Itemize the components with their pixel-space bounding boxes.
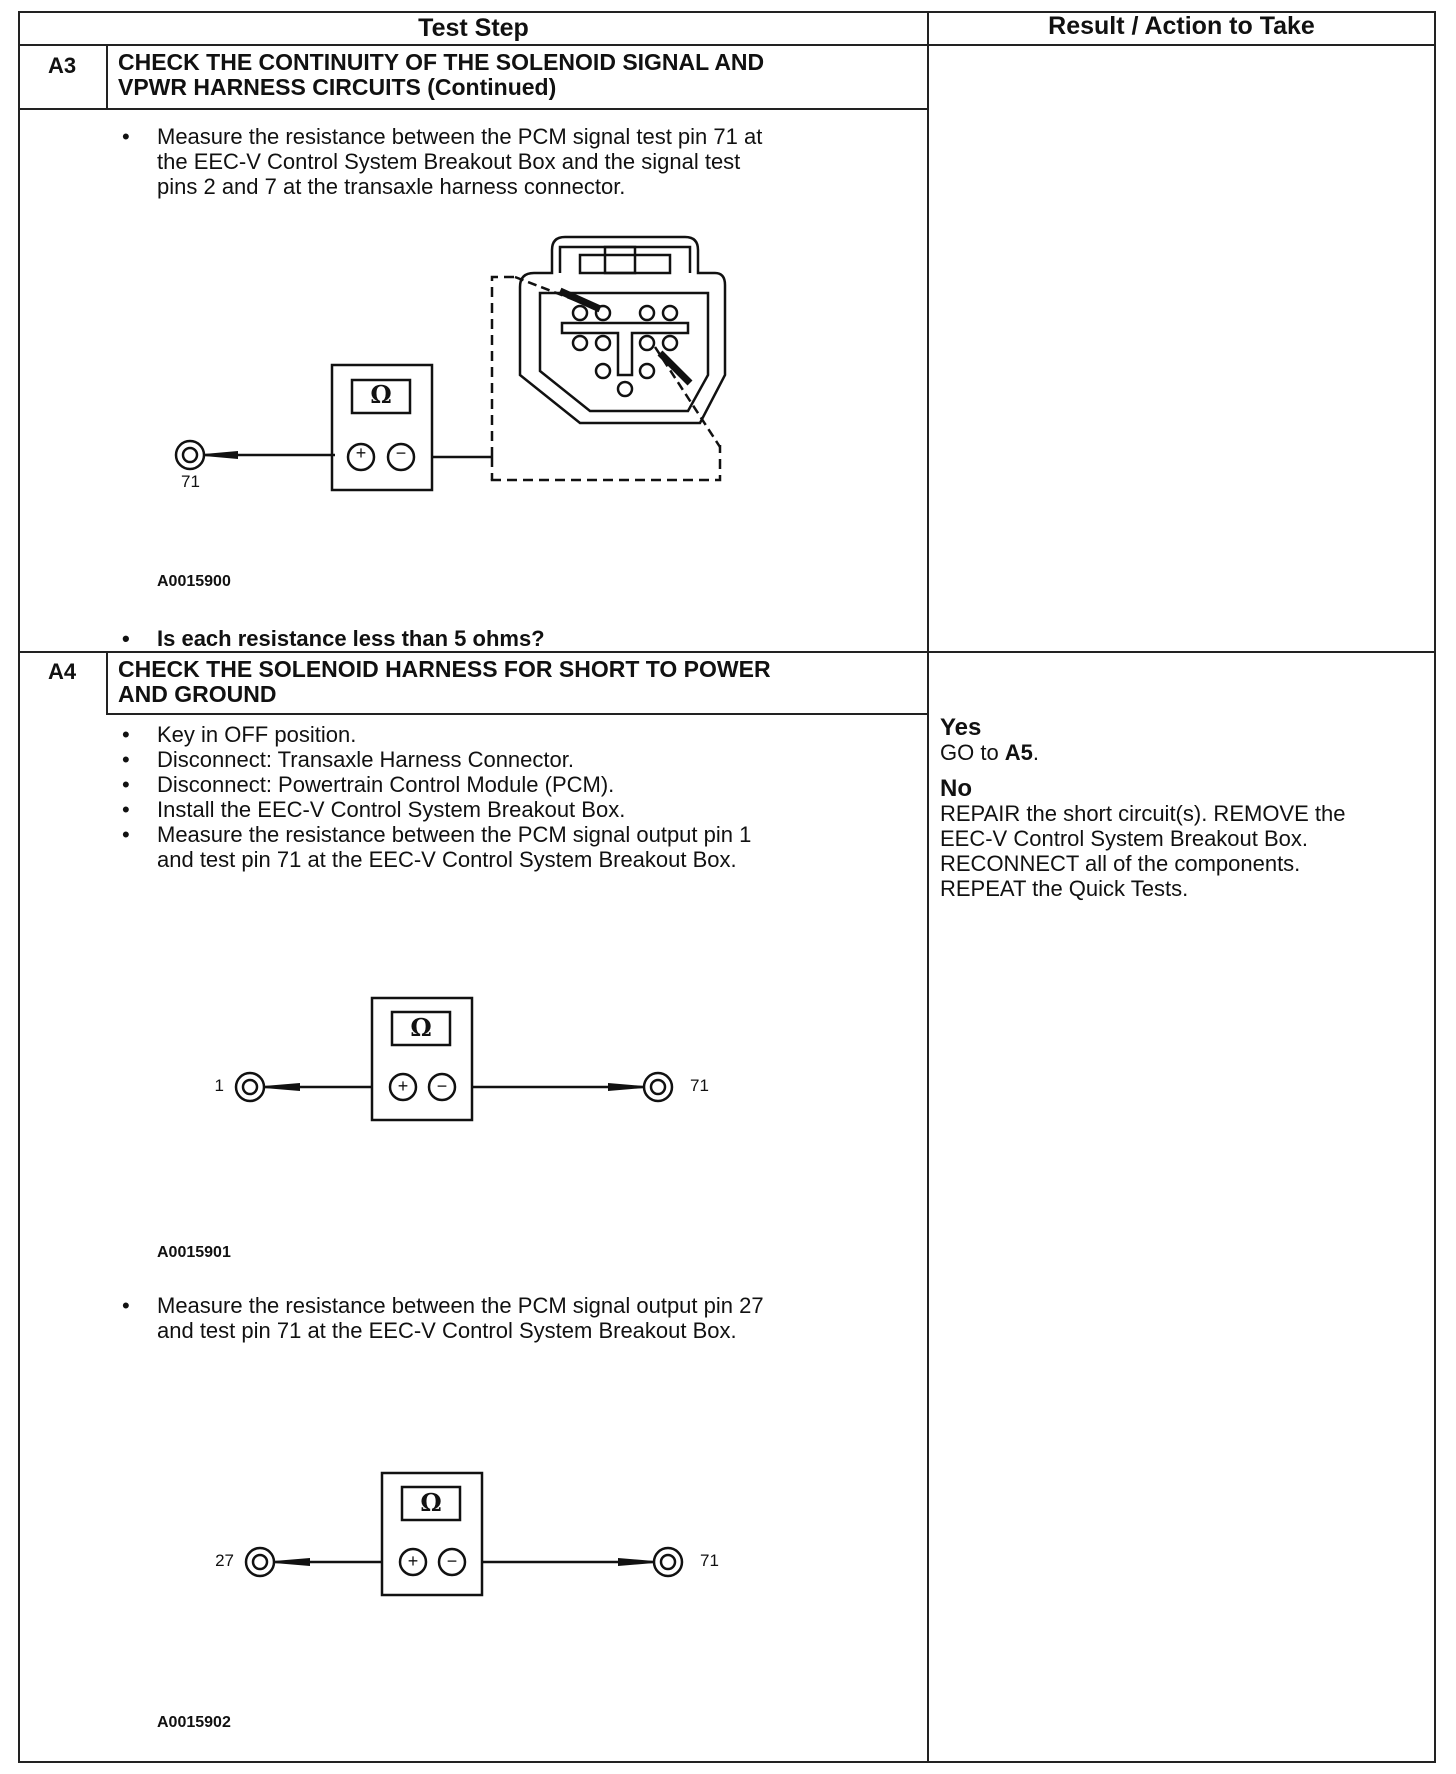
a3-meter-minus: − <box>395 443 407 463</box>
figure-id-a0015902: A0015902 <box>157 1714 231 1731</box>
header-divider <box>18 44 1436 46</box>
header-result-action: Result / Action to Take <box>1048 12 1315 40</box>
a4-fig1-meter-minus: − <box>436 1076 448 1096</box>
a4-fig2-meter-omega: Ω <box>420 1488 442 1517</box>
a4-fig1-left-pin-label: 1 <box>214 1076 224 1095</box>
step-id-a4: A4 <box>48 659 77 684</box>
step-a3-title: CHECK THE CONTINUITY OF THE SOLENOID SIGNAL AND VPWR HARNESS CIRCUITS (Continued) <box>118 49 765 100</box>
a4-fig2-meter-minus: − <box>446 1551 458 1571</box>
a4-result-no: No REPAIR the short circuit(s). REMOVE the EEC-V Control System Breakout Box. RECONNECT all of the components. REPEAT the Quick Tests. <box>940 775 1346 901</box>
table-border-bottom <box>18 1761 1436 1763</box>
figure-id-a0015901: A0015901 <box>157 1244 231 1261</box>
table-border-left <box>18 11 20 1763</box>
a4-fig2-right-pin-label: 71 <box>700 1551 719 1570</box>
figure-a0015901-diagram <box>220 995 700 1125</box>
a4-fig1-right-pin-label: 71 <box>690 1076 709 1095</box>
figure-id-a0015900: A0015900 <box>157 573 231 590</box>
a3-bullet-measure: • Measure the resistance between the PCM signal test pin 71 at the EEC-V Control System Breakout Box and the signal test pins 2 and 7 at the transaxle harness connector. <box>122 124 763 199</box>
a3-meter-plus: + <box>355 443 367 463</box>
a4-bullet-measure-27: • Measure the resistance between the PCM signal output pin 27 and test pin 71 at the EEC-V Control System Breakout Box. <box>122 1293 764 1343</box>
figure-a0015902-diagram <box>230 1470 710 1600</box>
column-divider <box>927 11 929 1763</box>
a3-a4-separator <box>18 651 1436 653</box>
a4-fig2-meter-plus: + <box>407 1551 419 1571</box>
a3-question: • Is each resistance less than 5 ohms? <box>122 626 545 651</box>
figure-a0015900-diagram <box>160 225 740 495</box>
step-id-a3: A3 <box>48 53 77 78</box>
a4-fig2-left-pin-label: 27 <box>215 1551 234 1570</box>
a4-fig1-meter-plus: + <box>397 1076 409 1096</box>
step-a4-title: CHECK THE SOLENOID HARNESS FOR SHORT TO POWER AND GROUND <box>118 656 771 707</box>
a3-id-divider <box>106 44 108 109</box>
a3-title-bottom <box>18 108 928 110</box>
a4-bullet-list: • Key in OFF position. • Disconnect: Transaxle Harness Connector. • Disconnect: Powertrain Control Module (PCM). • Install the EEC-V Control System Breakout Box. • Measure the resistance between the PCM signal output pin 1 and test pin 71 at the EEC-V Control System Breakout Box. <box>122 722 752 872</box>
header-test-step: Test Step <box>418 14 529 42</box>
table-border-right <box>1434 11 1436 1763</box>
a4-id-divider <box>106 651 108 714</box>
a3-meter-omega: Ω <box>370 380 392 409</box>
a4-result-yes: Yes GO to A5. <box>940 714 1040 765</box>
a4-title-bottom <box>106 713 928 715</box>
a4-fig1-meter-omega: Ω <box>410 1013 432 1042</box>
a3-pin-label-71: 71 <box>181 472 200 491</box>
